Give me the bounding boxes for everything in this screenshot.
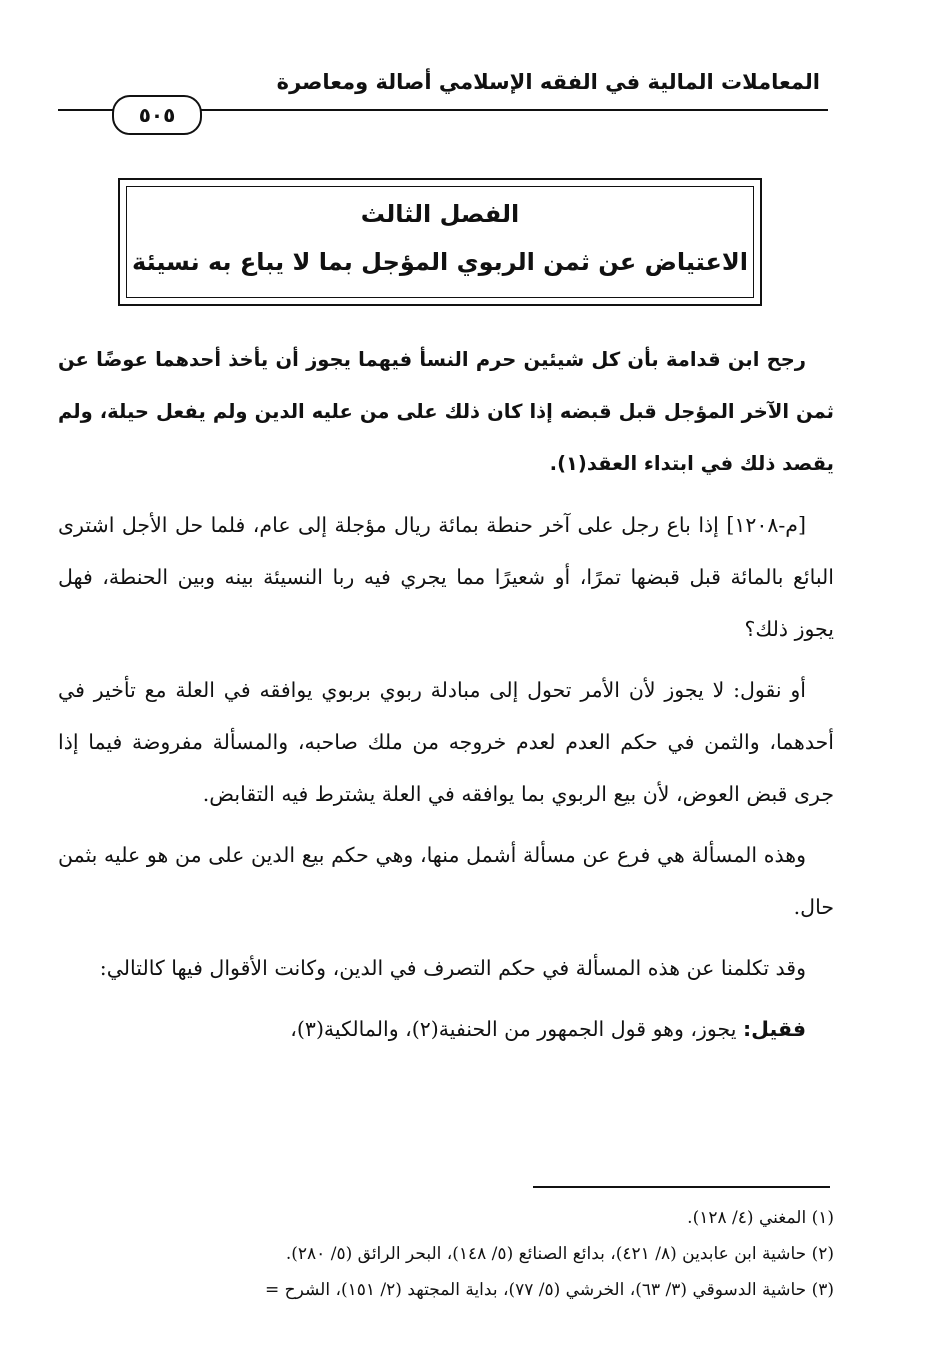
paragraph: [م-١٢٠٨] إذا باع رجل على آخر حنطة بمائة ريال مؤجلة إلى عام، فلما حل الأجل اشترى البائع بالمائة قبل قبضها تمرًا، أو شعيرًا مما يجري فيه ربا النسيئة بينه وبين الحنطة، فهل يجوز ذلك؟ [58,513,834,641]
footnote: (١) المغني (٤/ ١٢٨). [687,1208,834,1228]
paragraph: رجح ابن قدامة بأن كل شيئين حرم النسأ فيهما يجوز أن يأخذ أحدهما عوضًا عن ثمن الآخر المؤجل قبل قبضه إذا كان ذلك على من عليه الدين ولم يفعل حيلة، ولم يقصد ذلك في ابتداء العقد(١). [58,348,834,475]
body-text [58,334,834,1064]
chapter-title: الاعتياض عن ثمن الربوي المؤجل بما لا يباع به نسيئة [132,248,748,276]
chapter-title-box [118,178,762,306]
paragraph-text: يجوز، وهو قول الجمهور من الحنفية(٢)، والمالكية(٣)، [290,1017,743,1041]
chapter-label: الفصل الثالث [360,200,520,228]
footnote: (٣) حاشية الدسوقي (٣/ ٦٣)، الخرشي (٥/ ٧٧)، بداية المجتهد (٢/ ١٥١)، الشرح = [265,1280,834,1300]
paragraph [58,1003,834,1055]
paragraph-lead-word: فقيل: [742,1017,806,1041]
footnote-rule [533,1186,830,1188]
footnote: (٢) حاشية ابن عابدين (٨/ ٤٢١)، بدائع الصنائع (٥/ ١٤٨)، البحر الرائق (٥/ ٢٨٠). [285,1244,834,1264]
running-title: المعاملات المالية في الفقه الإسلامي أصالة ومعاصرة [276,70,820,94]
page-number: ٥٠٥ [112,95,202,135]
paragraph: وهذه المسألة هي فرع عن مسألة أشمل منها، وهي حكم بيع الدين على من هو عليه بثمن حال. [58,843,834,919]
paragraph: وقد تكلمنا عن هذه المسألة في حكم التصرف في الدين، وكانت الأقوال فيها كالتالي: [99,956,806,980]
footnotes [58,1200,834,1308]
paragraph: أو نقول: لا يجوز لأن الأمر تحول إلى مبادلة ربوي بربوي يوافقه في العلة مع تأخير في أحدهما، والثمن في حكم العدم لعدم خروجه من ملك صاحبه، والمسألة مفروضة فيما إذا جرى قبض العوض، لأن بيع الربوي بما يوافقه في العلة يشترط فيه التقابض. [58,678,834,806]
